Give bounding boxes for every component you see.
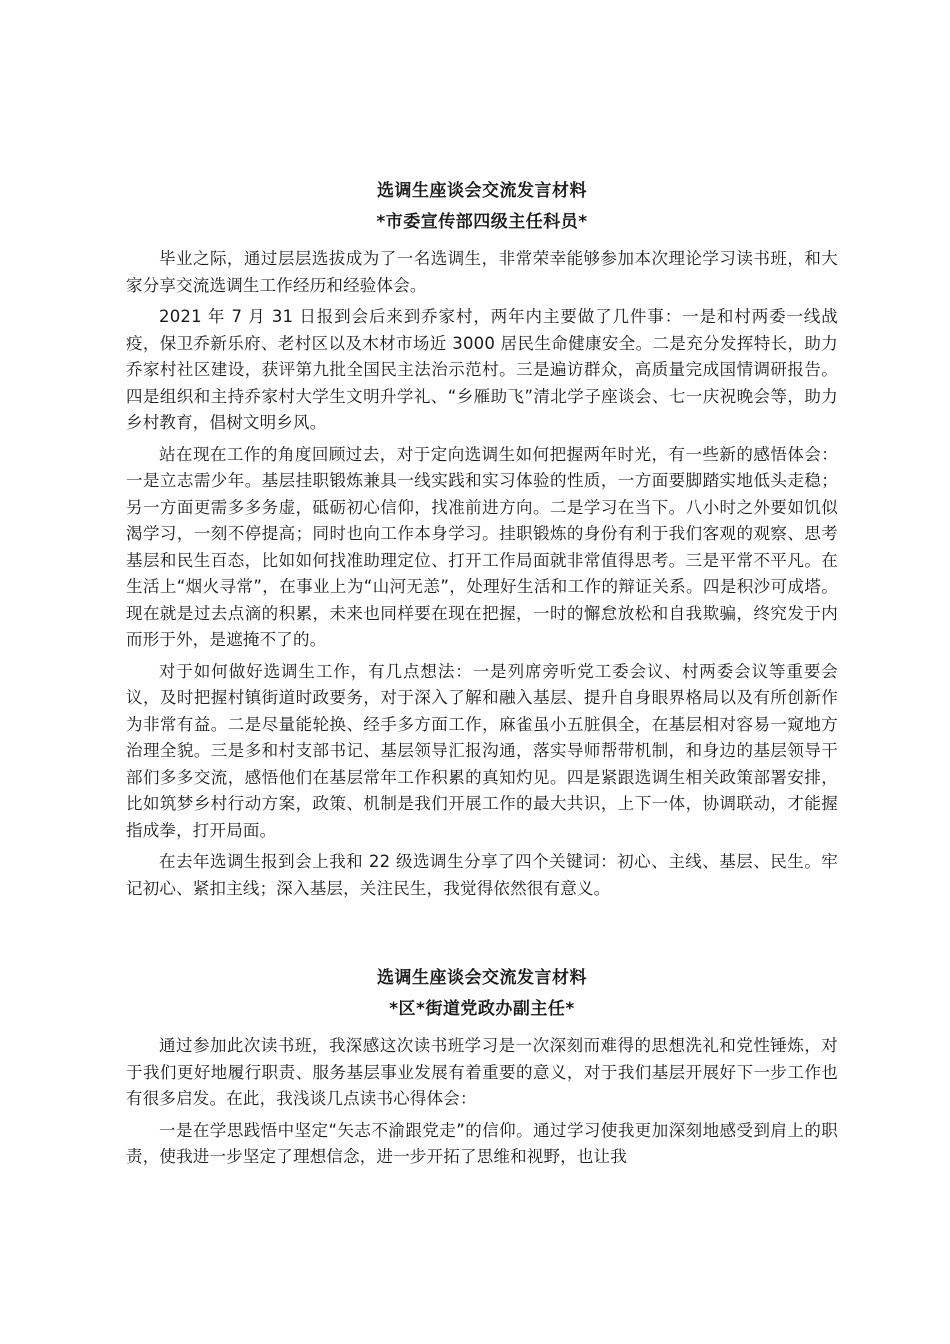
section-title: 选调生座谈会交流发言材料: [377, 968, 587, 988]
paragraph: 对于如何做好选调生工作，有几点想法：一是列席旁听党工委会议、村两委会议等重要会议，及时把握村镇街道时政要务，对于深入了解和融入基层、提升自身眼界格局以及有所创新作为非常有益。二是尽量能轮换、经手多方面工作，麻雀虽小五脏俱全，在基层相对容易一窥地方治理全貌。三是多和村支部书记、基层领导汇报沟通，落实导师帮带机制，和身边的基层领导干部们多多交流，感悟他们在基层常年工作积累的真知灼见。四是紧跟选调生相关政策部署安排，比如筑梦乡村行动方案，政策、机制是我们开展工作的最大共识，上下一体，协调联动，才能握指成拳，打开局面。: [126, 661, 838, 840]
paragraph: 毕业之际，通过层层选拔成为了一名选调生，非常荣幸能够参加本次理论学习读书班，和大家分享交流选调生工作经历和经验体会。: [126, 249, 838, 295]
speech-section-2: [126, 963, 838, 1176]
paragraph: 站在现在工作的角度回顾过去，对于定向选调生如何把握两年时光，有一些新的感悟体会：一是立志需少年。基层挂职锻炼兼具一线实践和实习体验的性质，一方面要脚踏实地低头走稳；另一方面更需多多务虚，砥砺初心信仰，找准前进方向。二是学习在当下。八小时之外要如饥似渴学习，一刻不停提高；同时也向工作本身学习。挂职锻炼的身份有利于我们客观的观察、思考基层和民生百态，比如如何找准助理定位、打开工作局面就非常值得思考。三是平常不平凡。在生活上“烟火寻常”，在事业上为“山河无恙”，处理好生活和工作的辩证关系。四是积沙可成塔。现在就是过去点滴的积累，未来也同样要在现在把握，一时的懈怠放松和自我欺骗，终究发于内而形于外，是遮掩不了的。: [126, 444, 838, 649]
section-subtitle: *市委宣传部四级主任科员*: [376, 212, 588, 232]
section-subtitle: *区*街道党政办副主任*: [389, 999, 575, 1019]
section-title: 选调生座谈会交流发言材料: [377, 181, 587, 201]
speech-section-1: [126, 176, 838, 907]
paragraph: 2021 年 7 月 31 日报到会后来到乔家村，两年内主要做了几件事：一是和村两委一线战疫，保卫乔新乐府、老村区以及木材市场近 3000 居民生命健康安全。二是充分发挥特长，助力乔家村社区建设，获评第九批全国民主法治示范村。三是遍访群众，高质量完成国情调研报告。四是组织和主持乔家村大学生文明升学礼、“乡雁助飞”清北学子座谈会、七一庆祝晚会等，助力乡村教育，倡树文明乡风。: [126, 307, 838, 432]
paragraph: 一是在学思践悟中坚定“矢志不渝跟党走”的信仰。通过学习使我更加深刻地感受到肩上的职责，使我进一步坚定了理想信念，进一步开拓了思维和视野，也让我: [126, 1120, 838, 1166]
paragraph: 在去年选调生报到会上我和 22 级选调生分享了四个关键词：初心、主线、基层、民生。牢记初心、紧扣主线；深入基层，关注民生，我觉得依然很有意义。: [126, 852, 838, 898]
paragraph: 通过参加此次读书班，我深感这次读书班学习是一次深刻而难得的思想洗礼和党性锤炼，对于我们更好地履行职责、服务基层事业发展有着重要的意义，对于我们基层开展好下一步工作也有很多启发。在此，我浅谈几点读书心得体会：: [126, 1036, 838, 1108]
